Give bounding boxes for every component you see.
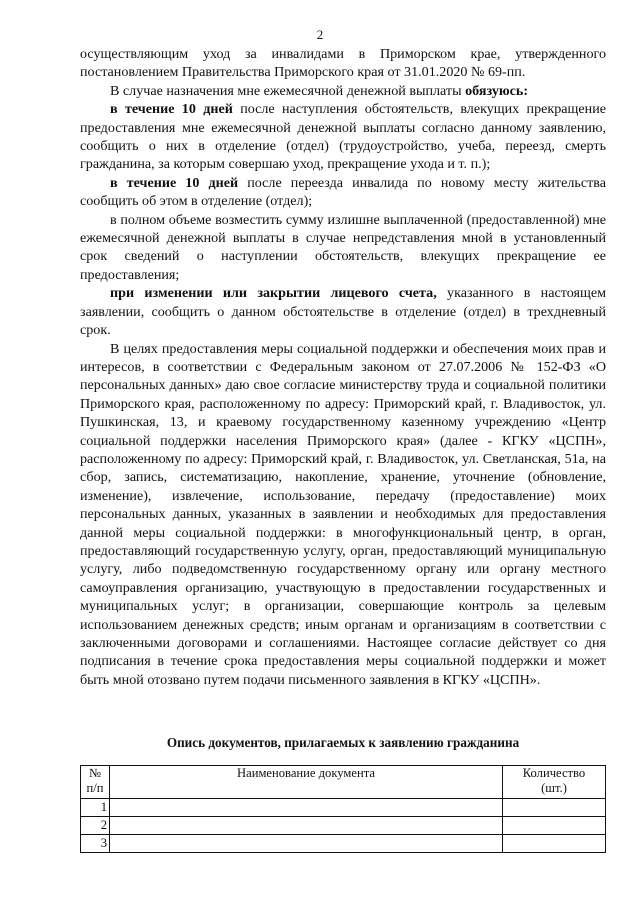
paragraph-obligation-relocation	[80, 174, 606, 211]
row-document-name[interactable]	[110, 817, 503, 835]
header-number-line2: п/п	[86, 781, 104, 795]
row-number: 3	[81, 835, 110, 853]
paragraph-obligation-intro	[80, 82, 606, 100]
table-row	[81, 799, 606, 817]
document-body	[80, 45, 606, 689]
paragraph-regulation-reference: осуществляющим уход за инвалидами в Приморском крае, утвержденного постановлением Правительства Приморского края от 31.01.2020 № 69-пп.	[80, 46, 606, 81]
relocation-deadline: в течение 10 дней	[110, 174, 239, 191]
paragraph-obligation-report-changes	[80, 100, 606, 174]
row-quantity[interactable]	[503, 817, 606, 835]
obligation-report-changes-text: после наступления обстоятельств, влекущих прекращение предоставления мне ежемесячной денежной выплаты согласно данному заявлению, сообщить о них в отделение (отдел) (трудоустройство, учеба, переезд, смерть гражданина, за которым совершаю уход, прекращение ухода и т. п.);	[80, 101, 606, 173]
row-document-name[interactable]	[110, 835, 503, 853]
page-number: 2	[316, 27, 324, 42]
obligation-keyword: обязуюсь:	[465, 82, 529, 99]
header-document-name: Наименование документа	[110, 766, 503, 799]
inventory-table	[80, 765, 606, 853]
row-document-name[interactable]	[110, 799, 503, 817]
paragraph-obligation-refund: в полном объеме возместить сумму излишне выплаченной (предоставленной) мне ежемесячной денежной выплаты в случае непредставления мной в установленный срок сведений о наступлении обстоятельств, влекущих прекращение ее предоставления;	[80, 211, 606, 283]
row-number: 1	[81, 799, 110, 817]
header-quantity-line2: (шт.)	[541, 781, 567, 795]
relocation-text: после переезда инвалида по новому месту жительства сообщить об этом в отделение (отдел);	[80, 174, 606, 210]
header-quantity-line1: Количество	[522, 766, 586, 780]
paragraph-obligation-account-change	[80, 284, 606, 339]
inventory-header-row	[81, 766, 606, 799]
header-number-line1: №	[88, 766, 102, 780]
header-number	[81, 766, 110, 799]
row-quantity[interactable]	[503, 799, 606, 817]
row-number: 2	[81, 817, 110, 835]
obligation-intro-text: В случае назначения мне ежемесячной денежной выплаты	[110, 82, 466, 99]
header-quantity	[503, 766, 606, 799]
table-row	[81, 835, 606, 853]
table-row	[81, 817, 606, 835]
inventory-title: Опись документов, прилагаемых к заявлению гражданина	[166, 735, 520, 750]
row-quantity[interactable]	[503, 835, 606, 853]
obligation-deadline: в течение 10 дней	[110, 101, 233, 118]
paragraph-personal-data-consent: В целях предоставления меры социальной поддержки и обеспечения моих прав и интересов, в соответствии с Федеральным законом от 27.07.2006 № 152-ФЗ «О персональных данных» даю свое согласие министерству труда и социальной политики Приморского края, расположенному по адресу: Приморский край, г. Владивосток, ул. Пушкинская, 13, и краевому государственному казенному учреждению «Центр социальной поддержки населения Приморского края» (далее - КГКУ «ЦСПН», расположенному по адресу: Приморский край, г. Владивосток, ул. Светланская, 51а, на сбор, запись, систематизацию, накопление, хранение, уточнение (обновление, изменение), извлечение, использование, передачу (предоставление) моих персональных данных, указанных в заявлении и необходимых для предоставления данной меры социальной поддержки: в многофункциональный центр, в орган, предоставляющий государственную услугу, орган, предоставляющий муниципальную услугу, либо подведомственную государственному органу или органу местного самоуправления организацию, участвующую в предоставлении государственных и муниципальных услуг; в организации, совершающие контроль за целевым использованием денежных средств; иным органам и организациям в соответствии с заключенными договорами и соглашениями. Настоящее согласие действует со дня подписания в течение срока предоставления меры социальной поддержки и может быть мной отозвано путем подачи письменного заявления в КГКУ «ЦСПН».	[80, 340, 606, 688]
account-change-text: указанного в настоящем заявлении, сообщить о данном обстоятельстве в отделение (отдел) в трехдневный срок.	[80, 285, 606, 339]
account-change-keyword: при изменении или закрытии лицевого счета,	[110, 285, 437, 302]
